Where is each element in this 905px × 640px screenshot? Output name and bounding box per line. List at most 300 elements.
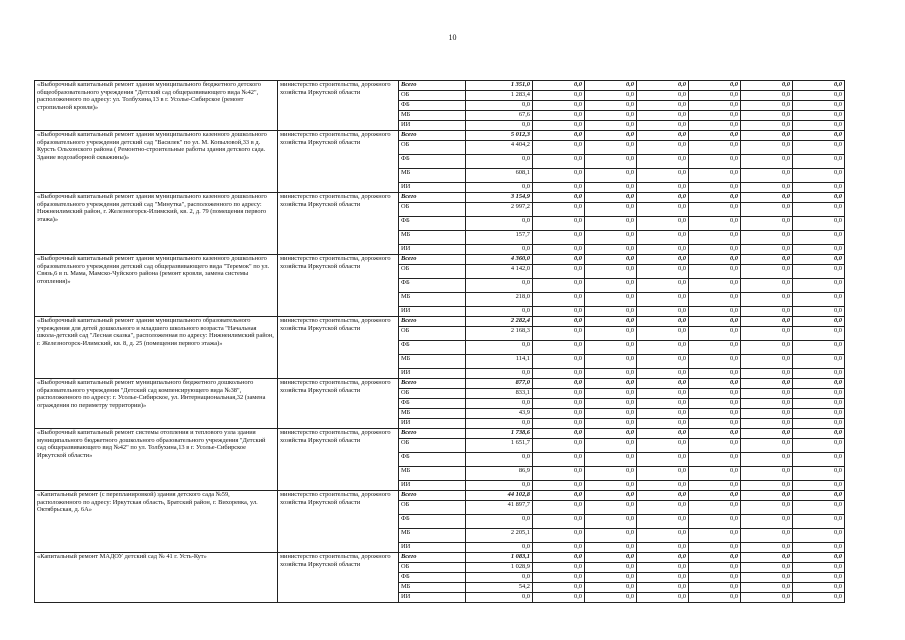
funding-value: 0,0 [793, 593, 845, 603]
funding-source-label: ИИ [399, 183, 466, 193]
funding-value: 0,0 [793, 327, 845, 341]
funding-value: 2 997,2 [466, 203, 533, 217]
funding-value: 0,0 [637, 155, 689, 169]
funding-source-label: МБ [399, 355, 466, 369]
funding-source-label: Всего [399, 81, 466, 91]
funding-value: 0,0 [585, 279, 637, 293]
funding-value: 0,0 [585, 317, 637, 327]
funding-value: 0,0 [585, 131, 637, 141]
measure-description: «Выборочный капитальный ремонт здания муниципального казенного дошкольного образовательного учреждения детский сад "Минутка", расположенного по адресу: Нижнеилимский район, г. Железногорск-Илимский, кв. 2, д. 79 (помещения первого этажа)» [35, 193, 278, 255]
funding-value: 0,0 [637, 389, 689, 399]
funding-value: 0,0 [533, 593, 585, 603]
funding-value: 0,0 [741, 583, 793, 593]
funding-value: 0,0 [533, 317, 585, 327]
funding-value: 0,0 [585, 543, 637, 553]
funding-value: 0,0 [741, 529, 793, 543]
funding-value: 0,0 [793, 255, 845, 265]
funding-value: 0,0 [585, 501, 637, 515]
funding-value: 0,0 [741, 481, 793, 491]
funding-value: 0,0 [585, 553, 637, 563]
funding-value: 0,0 [533, 399, 585, 409]
funding-value: 0,0 [741, 245, 793, 255]
funding-value: 0,0 [533, 553, 585, 563]
funding-value: 0,0 [793, 231, 845, 245]
funding-value: 0,0 [637, 593, 689, 603]
funding-value: 0,0 [533, 419, 585, 429]
funding-value: 0,0 [637, 255, 689, 265]
funding-value: 0,0 [637, 81, 689, 91]
funding-value: 0,0 [689, 369, 741, 379]
funding-value: 0,0 [533, 369, 585, 379]
funding-value: 0,0 [533, 101, 585, 111]
funding-value: 0,0 [585, 409, 637, 419]
funding-value: 0,0 [741, 193, 793, 203]
funding-value: 0,0 [637, 131, 689, 141]
funding-value: 0,0 [793, 279, 845, 293]
funding-value: 0,0 [637, 141, 689, 155]
funding-source-label: ОБ [399, 91, 466, 101]
funding-value: 0,0 [466, 279, 533, 293]
funding-source-label: Всего [399, 131, 466, 141]
funding-value: 1 283,4 [466, 91, 533, 101]
funding-value: 0,0 [741, 573, 793, 583]
measure-description: «Капитальный ремонт МАДОУ детский сад № 41 г. Усть-Кут» [35, 553, 278, 603]
funding-value: 0,0 [741, 141, 793, 155]
funding-value: 0,0 [741, 279, 793, 293]
funding-source-label: ИИ [399, 121, 466, 131]
funding-value: 0,0 [689, 293, 741, 307]
funding-value: 0,0 [585, 327, 637, 341]
funding-value: 0,0 [689, 341, 741, 355]
funding-value: 0,0 [741, 231, 793, 245]
measure-description: «Выборочный капитальный ремонт здания муниципального бюджетного детского общеобразовательного учреждения "Детский сад общеразвивающего вида №42", расположенного по адресу: ул. Толбухина,13 в г. Усолье-Сибирское (ремонт стропильной кровли)» [35, 81, 278, 131]
funding-value: 0,0 [637, 169, 689, 183]
funding-value: 0,0 [741, 327, 793, 341]
funding-value: 0,0 [466, 593, 533, 603]
funding-value: 0,0 [793, 91, 845, 101]
funding-value: 0,0 [533, 141, 585, 155]
funding-value: 0,0 [533, 529, 585, 543]
funding-value: 0,0 [689, 141, 741, 155]
funding-value: 0,0 [585, 293, 637, 307]
funding-value: 0,0 [689, 481, 741, 491]
funding-value: 0,0 [585, 121, 637, 131]
funding-value: 0,0 [533, 481, 585, 491]
funding-source-label: ИИ [399, 543, 466, 553]
funding-value: 0,0 [793, 141, 845, 155]
funding-value: 44 102,8 [466, 491, 533, 501]
funding-value: 0,0 [637, 279, 689, 293]
funding-value: 0,0 [689, 245, 741, 255]
responsible-organization: министерство строительства, дорожного хозяйства Иркутской области [278, 131, 399, 193]
funding-value: 0,0 [637, 121, 689, 131]
funding-value: 0,0 [466, 155, 533, 169]
funding-value: 0,0 [689, 81, 741, 91]
funding-value: 0,0 [533, 327, 585, 341]
funding-value: 0,0 [466, 573, 533, 583]
funding-source-label: ОБ [399, 141, 466, 155]
funding-value: 0,0 [741, 501, 793, 515]
funding-value: 2 168,3 [466, 327, 533, 341]
funding-value: 1 083,1 [466, 553, 533, 563]
funding-value: 0,0 [689, 543, 741, 553]
funding-value: 0,0 [689, 121, 741, 131]
funding-value: 0,0 [741, 91, 793, 101]
funding-value: 0,0 [637, 529, 689, 543]
funding-value: 0,0 [585, 481, 637, 491]
funding-value: 0,0 [533, 467, 585, 481]
measure-description: «Выборочный капитальный ремонт здания муниципального образовательного учреждения для детей дошкольного и младшего школьного возраста "Начальная школа-детский сад "Лесная сказка", расположенная по адресу: Нижнеилимский район, г. Железногорск-Илимский, кв. 8, д. 25 (помещения первого этажа)» [35, 317, 278, 379]
funding-value: 0,0 [533, 121, 585, 131]
funding-value: 0,0 [466, 515, 533, 529]
funding-value: 0,0 [689, 183, 741, 193]
funding-value: 0,0 [533, 217, 585, 231]
funding-value: 0,0 [689, 131, 741, 141]
funding-value: 0,0 [466, 419, 533, 429]
funding-value: 0,0 [689, 217, 741, 231]
funding-source-label: ФБ [399, 573, 466, 583]
funding-value: 0,0 [793, 265, 845, 279]
funding-value: 0,0 [466, 453, 533, 467]
funding-value: 0,0 [793, 543, 845, 553]
funding-value: 0,0 [741, 293, 793, 307]
funding-value: 608,1 [466, 169, 533, 183]
funding-value: 0,0 [637, 91, 689, 101]
funding-value: 0,0 [741, 453, 793, 467]
funding-value: 0,0 [741, 203, 793, 217]
funding-value: 0,0 [585, 183, 637, 193]
funding-value: 0,0 [533, 293, 585, 307]
funding-value: 0,0 [689, 265, 741, 279]
funding-value: 0,0 [585, 255, 637, 265]
table-row [35, 379, 845, 389]
responsible-organization: министерство строительства, дорожного хозяйства Иркутской области [278, 379, 399, 429]
funding-value: 0,0 [533, 245, 585, 255]
funding-value: 0,0 [793, 583, 845, 593]
funding-value: 0,0 [689, 155, 741, 169]
funding-value: 0,0 [637, 429, 689, 439]
funding-value: 0,0 [793, 453, 845, 467]
funding-value: 1 351,0 [466, 81, 533, 91]
funding-value: 0,0 [637, 553, 689, 563]
funding-value: 1 738,6 [466, 429, 533, 439]
funding-value: 0,0 [585, 193, 637, 203]
funding-value: 0,0 [466, 341, 533, 355]
funding-value: 0,0 [741, 379, 793, 389]
funding-value: 0,0 [466, 543, 533, 553]
funding-value: 0,0 [585, 439, 637, 453]
funding-value: 4 360,0 [466, 255, 533, 265]
funding-value: 0,0 [689, 467, 741, 481]
funding-value: 0,0 [793, 439, 845, 453]
funding-value: 0,0 [793, 217, 845, 231]
funding-value: 0,0 [466, 245, 533, 255]
table-row [35, 553, 845, 563]
funding-value: 0,0 [741, 553, 793, 563]
funding-source-label: ОБ [399, 203, 466, 217]
funding-source-label: ОБ [399, 327, 466, 341]
table-row [35, 193, 845, 203]
funding-value: 0,0 [533, 111, 585, 121]
funding-value: 0,0 [689, 583, 741, 593]
funding-value: 0,0 [533, 155, 585, 169]
funding-value: 0,0 [689, 515, 741, 529]
funding-value: 0,0 [637, 317, 689, 327]
funding-value: 0,0 [533, 379, 585, 389]
table-row [35, 429, 845, 439]
funding-value: 0,0 [793, 155, 845, 169]
funding-value: 0,0 [741, 355, 793, 369]
funding-value: 0,0 [689, 593, 741, 603]
funding-value: 0,0 [689, 307, 741, 317]
table-row [35, 317, 845, 327]
funding-value: 0,0 [793, 341, 845, 355]
funding-value: 0,0 [741, 317, 793, 327]
table-row [35, 491, 845, 501]
funding-value: 833,1 [466, 389, 533, 399]
funding-value: 0,0 [741, 419, 793, 429]
funding-source-label: ФБ [399, 155, 466, 169]
funding-value: 0,0 [741, 543, 793, 553]
funding-value: 0,0 [741, 155, 793, 169]
funding-value: 0,0 [637, 439, 689, 453]
funding-value: 0,0 [533, 583, 585, 593]
funding-value: 0,0 [689, 399, 741, 409]
funding-value: 0,0 [689, 429, 741, 439]
funding-value: 0,0 [585, 245, 637, 255]
funding-value: 0,0 [533, 543, 585, 553]
funding-value: 0,0 [585, 379, 637, 389]
funding-value: 0,0 [533, 515, 585, 529]
funding-value: 41 897,7 [466, 501, 533, 515]
funding-value: 0,0 [689, 279, 741, 293]
funding-value: 0,0 [793, 491, 845, 501]
funding-value: 877,0 [466, 379, 533, 389]
funding-source-label: ФБ [399, 217, 466, 231]
funding-value: 0,0 [741, 515, 793, 529]
funding-value: 1 651,7 [466, 439, 533, 453]
funding-value: 0,0 [637, 217, 689, 231]
funding-value: 0,0 [533, 409, 585, 419]
funding-value: 0,0 [585, 265, 637, 279]
funding-value: 0,0 [637, 203, 689, 217]
funding-value: 0,0 [741, 593, 793, 603]
funding-value: 0,0 [793, 379, 845, 389]
funding-source-label: МБ [399, 529, 466, 543]
funding-value: 0,0 [637, 467, 689, 481]
funding-source-label: МБ [399, 583, 466, 593]
measure-description: «Выборочный капитальный ремонт здания муниципального казенного дошкольного образовательного учреждения детский сад общеразвивающего вида "Теремок" по ул. Связь,6 в п. Мама, Мамско-Чуйского района (ремонт кровли, замена системы отопления)» [35, 255, 278, 317]
funding-value: 0,0 [585, 111, 637, 121]
funding-value: 0,0 [585, 491, 637, 501]
funding-value: 0,0 [689, 491, 741, 501]
funding-value: 0,0 [689, 409, 741, 419]
funding-value: 0,0 [466, 217, 533, 231]
funding-value: 0,0 [533, 389, 585, 399]
funding-value: 86,9 [466, 467, 533, 481]
funding-value: 0,0 [689, 193, 741, 203]
funding-value: 4 404,2 [466, 141, 533, 155]
funding-value: 0,0 [741, 307, 793, 317]
funding-value: 0,0 [585, 529, 637, 543]
funding-value: 0,0 [689, 573, 741, 583]
funding-value: 0,0 [793, 369, 845, 379]
funding-value: 0,0 [533, 169, 585, 183]
funding-value: 0,0 [637, 307, 689, 317]
funding-value: 0,0 [793, 553, 845, 563]
funding-value: 0,0 [637, 409, 689, 419]
funding-value: 0,0 [793, 111, 845, 121]
funding-value: 0,0 [793, 429, 845, 439]
funding-value: 0,0 [741, 81, 793, 91]
funding-value: 0,0 [793, 355, 845, 369]
funding-value: 0,0 [466, 101, 533, 111]
funding-value: 0,0 [533, 91, 585, 101]
funding-value: 0,0 [741, 183, 793, 193]
funding-value: 0,0 [637, 573, 689, 583]
funding-value: 0,0 [585, 399, 637, 409]
funding-source-label: ИИ [399, 419, 466, 429]
funding-source-label: ИИ [399, 245, 466, 255]
funding-value: 0,0 [585, 155, 637, 169]
funding-value: 0,0 [637, 293, 689, 307]
funding-source-label: МБ [399, 169, 466, 183]
responsible-organization: министерство строительства, дорожного хозяйства Иркутской области [278, 81, 399, 131]
funding-value: 0,0 [741, 467, 793, 481]
funding-value: 0,0 [689, 327, 741, 341]
funding-value: 0,0 [793, 183, 845, 193]
measure-description: «Выборочный капитальный ремонт здания муниципального казенного дошкольного образовательного учреждения детский сад "Василек" по ул. М. Копыловой,33 в д. Курсть Ольхонского района ( Ремонтно-строительные работы здания детского сада. Здание водозаборной скважины)» [35, 131, 278, 193]
funding-value: 0,0 [533, 255, 585, 265]
funding-value: 0,0 [637, 245, 689, 255]
responsible-organization: министерство строительства, дорожного хозяйства Иркутской области [278, 553, 399, 603]
funding-source-label: ИИ [399, 593, 466, 603]
funding-value: 0,0 [637, 491, 689, 501]
funding-value: 0,0 [533, 439, 585, 453]
funding-value: 0,0 [637, 265, 689, 279]
funding-value: 0,0 [741, 491, 793, 501]
funding-value: 0,0 [741, 255, 793, 265]
funding-value: 0,0 [637, 327, 689, 341]
funding-value: 0,0 [533, 355, 585, 369]
measure-description: «Выборочный капитальный ремонт муниципального бюджетного дошкольного образовательного учреждения "Детский сад компенсирующего вида №38", расположенного по адресу: г. Усолье-Сибирское, ул. Интернациональная,32 (замена ограждения по периметру территории)» [35, 379, 278, 429]
funding-source-label: ФБ [399, 279, 466, 293]
funding-value: 0,0 [741, 131, 793, 141]
responsible-organization: министерство строительства, дорожного хозяйства Иркутской области [278, 429, 399, 491]
funding-source-label: МБ [399, 111, 466, 121]
funding-source-label: Всего [399, 379, 466, 389]
funding-value: 0,0 [637, 481, 689, 491]
funding-source-label: Всего [399, 193, 466, 203]
funding-value: 2 282,4 [466, 317, 533, 327]
funding-source-label: ИИ [399, 369, 466, 379]
funding-value: 0,0 [637, 341, 689, 355]
funding-value: 43,9 [466, 409, 533, 419]
funding-value: 0,0 [689, 355, 741, 369]
funding-value: 0,0 [689, 563, 741, 573]
funding-value: 0,0 [585, 307, 637, 317]
funding-value: 0,0 [637, 355, 689, 369]
funding-value: 0,0 [585, 467, 637, 481]
funding-source-label: МБ [399, 231, 466, 245]
funding-value: 0,0 [637, 111, 689, 121]
funding-value: 0,0 [689, 379, 741, 389]
funding-value: 0,0 [637, 399, 689, 409]
funding-value: 0,0 [466, 481, 533, 491]
responsible-organization: министерство строительства, дорожного хозяйства Иркутской области [278, 491, 399, 553]
funding-value: 0,0 [533, 81, 585, 91]
funding-value: 0,0 [533, 193, 585, 203]
funding-value: 0,0 [793, 203, 845, 217]
funding-value: 114,1 [466, 355, 533, 369]
funding-value: 0,0 [585, 81, 637, 91]
funding-value: 0,0 [585, 573, 637, 583]
funding-source-label: МБ [399, 409, 466, 419]
funding-value: 0,0 [793, 169, 845, 183]
funding-value: 218,0 [466, 293, 533, 307]
funding-value: 0,0 [793, 573, 845, 583]
funding-value: 0,0 [793, 131, 845, 141]
funding-value: 0,0 [689, 91, 741, 101]
funding-value: 0,0 [533, 341, 585, 355]
funding-value: 0,0 [466, 307, 533, 317]
funding-source-label: МБ [399, 293, 466, 307]
funding-value: 0,0 [585, 563, 637, 573]
funding-value: 0,0 [793, 529, 845, 543]
funding-source-label: ОБ [399, 439, 466, 453]
funding-value: 0,0 [689, 101, 741, 111]
funding-value: 0,0 [533, 231, 585, 245]
funding-value: 0,0 [637, 583, 689, 593]
funding-value: 4 142,0 [466, 265, 533, 279]
funding-value: 0,0 [741, 429, 793, 439]
funding-value: 0,0 [585, 583, 637, 593]
funding-value: 0,0 [793, 307, 845, 317]
funding-value: 0,0 [689, 501, 741, 515]
table-row [35, 131, 845, 141]
funding-value: 0,0 [637, 193, 689, 203]
funding-value: 0,0 [741, 399, 793, 409]
funding-value: 0,0 [741, 217, 793, 231]
funding-value: 0,0 [533, 307, 585, 317]
funding-value: 0,0 [793, 293, 845, 307]
funding-value: 0,0 [585, 453, 637, 467]
funding-value: 0,0 [585, 419, 637, 429]
funding-value: 0,0 [637, 543, 689, 553]
funding-value: 0,0 [689, 529, 741, 543]
funding-value: 0,0 [533, 429, 585, 439]
funding-value: 0,0 [689, 203, 741, 217]
funding-value: 0,0 [741, 265, 793, 279]
funding-value: 0,0 [793, 81, 845, 91]
funding-value: 0,0 [466, 121, 533, 131]
responsible-organization: министерство строительства, дорожного хозяйства Иркутской области [278, 193, 399, 255]
funding-source-label: Всего [399, 317, 466, 327]
funding-source-label: ОБ [399, 563, 466, 573]
funding-value: 0,0 [585, 231, 637, 245]
funding-value: 0,0 [585, 169, 637, 183]
funding-value: 0,0 [793, 467, 845, 481]
funding-value: 0,0 [689, 389, 741, 399]
funding-source-label: ИИ [399, 307, 466, 317]
funding-value: 0,0 [533, 279, 585, 293]
funding-value: 0,0 [585, 369, 637, 379]
funding-source-label: Всего [399, 255, 466, 265]
funding-value: 0,0 [793, 317, 845, 327]
funding-source-label: Всего [399, 429, 466, 439]
funding-value: 0,0 [741, 389, 793, 399]
funding-value: 0,0 [637, 231, 689, 245]
